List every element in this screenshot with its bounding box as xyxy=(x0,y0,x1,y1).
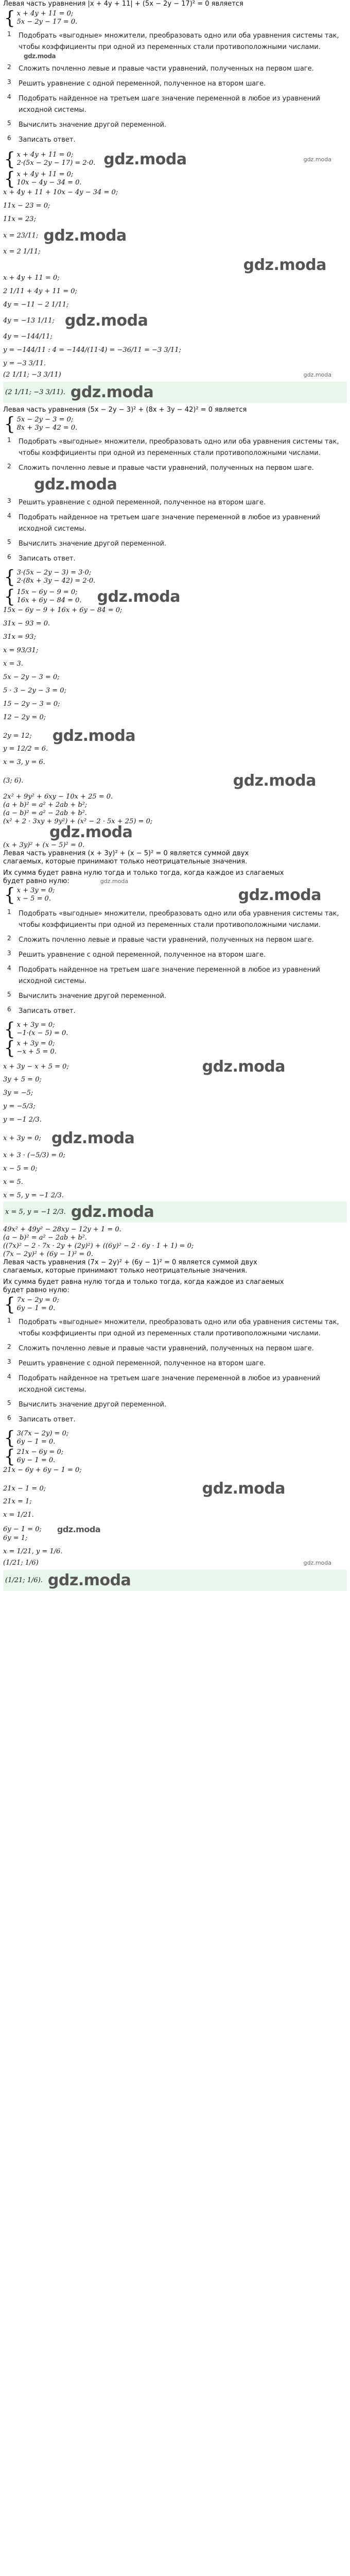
step-3: 3 Решить уравнение с одной переменной, полученное на втором шаге. xyxy=(7,78,266,88)
step-1: 1 Подобрать «выгодные» множители, преобразовать одно или оба уравнения системы так, чтобы коэффициенты при одной из переменных стали противоположными числами. xyxy=(7,908,339,929)
math-line: 11x − 23 = 0; xyxy=(3,202,50,210)
step-5: 5 Вычислить значение другой переменной. xyxy=(7,538,167,548)
equation-system: { x + 3y = 0; −x + 5 = 0. xyxy=(4,1037,57,1059)
math-line: (a − b)² = a² − 2ab + b². xyxy=(3,1234,87,1242)
watermark: gdz.moda xyxy=(57,1524,101,1534)
answer: (3; 6). xyxy=(3,777,24,785)
math-line: 2 1/11 + 4y + 11 = 0; xyxy=(3,287,77,295)
equation-system: { x + 3y = 0; x − 5 = 0. xyxy=(4,884,55,906)
math-line: 21x − 6y + 6y − 1 = 0; xyxy=(3,1466,82,1474)
math-line: (2 1/11; −3 3/11) xyxy=(3,371,61,379)
intro-text: Левая часть уравнения (7x − 2y)² + (6y − 1)² = 0 является суммой двух xyxy=(3,1259,257,1266)
watermark: gdz.moda xyxy=(24,53,56,60)
math-line: 49x² + 49y² − 28xy − 12y + 1 = 0. xyxy=(3,1226,121,1233)
step-6: 6 Записать ответ. xyxy=(7,1006,76,1015)
equation-system: { 5x − 2y − 3 = 0; 8x + 3y − 42 = 0. xyxy=(4,413,78,435)
answer-box xyxy=(3,1570,347,1591)
step-2: 2 Сложить почленно левые и правые части уравнений, полученных на первом шаге. xyxy=(7,935,314,944)
watermark: gdz.moda xyxy=(49,823,133,841)
step-6: 6 Записать ответ. xyxy=(7,553,76,563)
math-line: 3y + 5 = 0; xyxy=(3,1076,42,1083)
watermark-small: gdz.moda xyxy=(100,878,129,885)
intro-text: Их сумма будет равна нулю тогда и только тогда, когда каждое из слагаемых xyxy=(3,869,284,877)
math-line: x = 1/21. xyxy=(3,1511,34,1519)
math-line: 15x − 6y − 9 + 16x + 6y − 84 = 0; xyxy=(3,606,122,614)
step-6: 6 Записать ответ. xyxy=(7,1414,76,1423)
math-line: y = −1 2/3. xyxy=(3,1116,42,1124)
equation-system: { 3·(5x − 2y − 3) = 3·0; 2·(8x + 3y − 42) = 2·0. xyxy=(4,566,96,588)
step-3: 3 Решить уравнение с одной переменной, полученное на втором шаге. xyxy=(7,950,266,959)
step-1: 1 Подобрать «выгодные» множители, преобразовать одно или оба уравнения системы так, чтобы коэффициенты при одной из переменных стали противоположными числами. xyxy=(7,30,339,51)
math-line: 15 − 2y − 3 = 0; xyxy=(3,700,60,708)
intro-text: Левая часть уравнения (x + 3y)² + (x − 5)² = 0 является суммой двух xyxy=(3,850,249,857)
step-2: 2 Сложить почленно левые и правые части уравнений, полученных на первом шаге. xyxy=(7,63,314,73)
equation-system: { x + 4y + 11 = 0; 5x − 2y − 17 = 0. xyxy=(4,7,78,29)
math-line: (7x − 2y)² + (6y − 1)² = 0. xyxy=(3,1250,93,1258)
step-4: 4 Подобрать найденное на третьем шаге значение переменной в любое из уравнений исходной системы. xyxy=(7,964,321,985)
math-line: y = 12/2 = 6. xyxy=(3,745,48,753)
math-line: 5x − 2y − 3 = 0; xyxy=(3,673,60,681)
equation-system: { 7x − 2y = 0; 6y − 1 = 0. xyxy=(4,1294,59,1315)
watermark: gdz.moda xyxy=(243,256,326,274)
equation-system: { 15x − 6y − 9 = 0; 16x + 6y − 84 = 0. xyxy=(4,586,82,607)
equation-system: { x + 3y = 0; −1·(x − 5) = 0. xyxy=(4,1019,68,1040)
intro-text: Левая часть уравнения (5x − 2y − 3)² + (8x + 3y − 42)² = 0 является xyxy=(3,406,247,414)
math-line: x = 5, y = −1 2/3. xyxy=(3,1192,64,1199)
math-line: x + 3 · (−5/3) = 0; xyxy=(3,1151,65,1159)
math-line: x + 4y + 11 = 0; xyxy=(3,274,60,282)
math-line: 2y = 12; xyxy=(3,732,32,740)
math-line: 4y = −11 − 2 1/11; xyxy=(3,301,69,309)
step-2: 2 Сложить почленно левые и правые части уравнений, полученных на первом шаге. xyxy=(7,1343,314,1352)
math-line: x = 3, y = 6. xyxy=(3,758,45,766)
step-3: 3 Решить уравнение с одной переменной, полученное на втором шаге. xyxy=(7,497,266,506)
intro-text: Их сумма будет равна нулю тогда и только тогда, когда каждое из слагаемых xyxy=(3,1278,284,1286)
math-line: x = 3. xyxy=(3,660,23,668)
step-5: 5 Вычислить значение другой переменной. xyxy=(7,1399,167,1409)
math-line: (a − b)² = a² − 2ab + b². xyxy=(3,809,87,817)
watermark: gdz.moda xyxy=(202,1058,285,1076)
math-line: y = −5/3; xyxy=(3,1103,36,1110)
math-line: 31x − 93 = 0. xyxy=(3,620,50,628)
intro-text: слагаемых, которые принимают только неотрицательные значения. xyxy=(3,1267,248,1275)
equation-system: { 21x − 6y = 0; 6y − 1 = 0. xyxy=(4,1446,64,1467)
answer: x = 5, y = −1 2/3. xyxy=(5,1208,66,1216)
math-line: (x + 3y)² + (x − 5)² = 0. xyxy=(3,841,85,849)
watermark-small: gdz.moda xyxy=(303,156,331,163)
watermark: gdz.moda xyxy=(47,1571,131,1589)
step-3: 3 Решить уравнение с одной переменной, полученное на втором шаге. xyxy=(7,1358,266,1367)
math-line: x + 3y − x + 5 = 0; xyxy=(3,1063,69,1071)
watermark: gdz.moda xyxy=(238,886,321,904)
math-line: 21x − 1 = 0; xyxy=(3,1485,46,1493)
watermark: gdz.moda xyxy=(43,227,127,245)
math-line: 2x² + 9y² + 6xy − 10x + 25 = 0. xyxy=(3,793,113,801)
math-line: x = 23/11; xyxy=(3,232,39,240)
step-1: 1 Подобрать «выгодные» множители, преобразовать одно или оба уравнения системы так, чтобы коэффициенты при одной из переменных стали противоположными числами. xyxy=(7,436,339,457)
watermark: gdz.moda xyxy=(202,1480,285,1498)
step-5: 5 Вычислить значение другой переменной. xyxy=(7,991,167,1000)
step-2: 2 Сложить почленно левые и правые части уравнений, полученных на первом шаге. xyxy=(7,463,314,472)
watermark: gdz.moda xyxy=(233,772,316,790)
equation-system: { x + 4y + 11 = 0; 2·(5x − 2y − 17) = 2·0. xyxy=(4,148,96,170)
math-line: 6y − 1 = 0; xyxy=(3,1526,42,1533)
math-line: (a + b)² = a² + 2ab + b²; xyxy=(3,801,87,809)
math-line: x − 5 = 0; xyxy=(3,1165,38,1173)
intro-text: будет равно нулю: xyxy=(3,1286,69,1294)
math-line: 3y = −5; xyxy=(3,1089,33,1097)
watermark-small: gdz.moda xyxy=(303,371,331,378)
watermark: gdz.moda xyxy=(52,727,136,745)
step-1: 1 Подобрать «выгодные» множители, преобразовать одно или оба уравнения системы так, чтобы коэффициенты при одной из переменных стали противоположными числами. xyxy=(7,1317,339,1337)
intro-text: будет равно нулю: xyxy=(3,877,69,885)
step-5: 5 Вычислить значение другой переменной. xyxy=(7,120,167,129)
intro-text: слагаемых, которые принимают только неотрицательные значения. xyxy=(3,858,248,866)
answer-box xyxy=(3,1201,347,1223)
math-line: 31x = 93; xyxy=(3,633,36,641)
intro-text: Левая часть уравнения |x + 4y + 11| + (5x − 2y − 17)² = 0 является xyxy=(3,0,243,8)
math-line: (1/21; 1/6) xyxy=(3,1559,39,1567)
watermark: gdz.moda xyxy=(103,150,187,168)
math-line: x = 1/21, y = 1/6. xyxy=(3,1548,63,1555)
step-4: 4 Подобрать найденное на третьем шаге значение переменной в любое из уравнений исходной системы. xyxy=(7,1373,321,1394)
math-line: x + 3y = 0; xyxy=(3,1134,41,1142)
step-6: 6 Записать ответ. xyxy=(7,134,76,144)
math-line: y = −3 3/11. xyxy=(3,360,46,367)
answer: (2 1/11; −3 3/11). xyxy=(5,388,65,396)
answer-box xyxy=(3,382,347,403)
math-line: 4y = −144/11; xyxy=(3,333,52,341)
math-line: 21x = 1; xyxy=(3,1498,32,1505)
math-line: x + 4y + 11 + 10x − 4y − 34 = 0; xyxy=(3,189,118,196)
step-4: 4 Подобрать найденное на третьем шаге значение переменной в любое из уравнений исходной системы. xyxy=(7,93,321,114)
math-line: 6y = 1; xyxy=(3,1534,28,1542)
watermark: gdz.moda xyxy=(97,587,180,606)
math-line: x = 93/31; xyxy=(3,647,39,654)
math-line: x = 5. xyxy=(3,1178,23,1186)
math-line: y = −144/11 : 4 = −144/(11·4) = −36/11 = −3 3/11; xyxy=(3,346,181,354)
step-4: 4 Подобрать найденное на третьем шаге значение переменной в любое из уравнений исходной системы. xyxy=(7,512,321,533)
watermark-small: gdz.moda xyxy=(303,1560,331,1566)
math-line: 11x = 23; xyxy=(3,215,36,223)
math-line: 4y = −13 1/11; xyxy=(3,317,55,325)
equation-system: { x + 4y + 11 = 0; 10x − 4y − 34 = 0. xyxy=(4,168,82,190)
math-line: 12 − 2y = 0; xyxy=(3,714,46,721)
math-line: x = 2 1/11; xyxy=(3,248,41,256)
math-line: (x² + 2 · 3xy + 9y²) + (x² − 2 · 5x + 25) = 0; xyxy=(3,818,153,825)
watermark: gdz.moda xyxy=(70,383,154,401)
equation-system: { 3(7x − 2y) = 0; 6y − 1 = 0. xyxy=(4,1427,69,1449)
watermark: gdz.moda xyxy=(71,1203,154,1221)
watermark: gdz.moda xyxy=(64,312,148,330)
answer: (1/21; 1/6). xyxy=(5,1577,43,1584)
watermark: gdz.moda xyxy=(51,1129,135,1147)
math-line: 5 · 3 − 2y − 3 = 0; xyxy=(3,687,66,694)
math-line: ((7x)² − 2 · 7x · 2y + (2y)²) + ((6y)² − 2 · 6y · 1 + 1) = 0; xyxy=(3,1242,194,1250)
watermark: gdz.moda xyxy=(34,476,117,494)
